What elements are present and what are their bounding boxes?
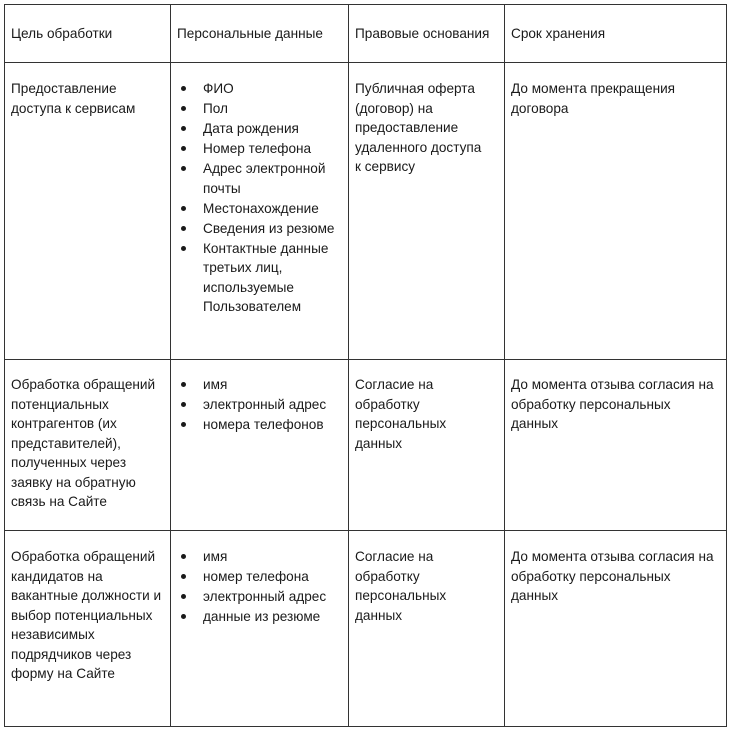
cell-retention: До момента прекращения договора bbox=[505, 63, 727, 360]
bullet-icon bbox=[181, 246, 186, 251]
bullet-icon bbox=[181, 554, 186, 559]
bullet-icon bbox=[181, 422, 186, 427]
cell-retention: До момента отзыва согласия на обработку персональных данных bbox=[505, 531, 727, 727]
list-item: имя bbox=[177, 547, 342, 567]
list-item: Дата рождения bbox=[177, 119, 342, 139]
list-item: ФИО bbox=[177, 79, 342, 99]
bullet-icon bbox=[181, 146, 186, 151]
bullet-icon bbox=[181, 574, 186, 579]
cell-legal-basis: Согласие на обработку персональных данных bbox=[349, 531, 505, 727]
cell-purpose: Предоставление доступа к сервисам bbox=[5, 63, 171, 360]
list-item: Контактные данные третьих лиц, используемые Пользователем bbox=[177, 239, 342, 317]
header-legal-basis: Правовые основания bbox=[349, 5, 505, 63]
cell-legal-basis: Согласие на обработку персональных данных bbox=[349, 360, 505, 531]
list-item: имя bbox=[177, 375, 342, 395]
cell-legal-basis: Публичная оферта (договор) на предоставление удаленного доступа к сервису bbox=[349, 63, 505, 360]
list-item: Номер телефона bbox=[177, 139, 342, 159]
list-item: Местонахождение bbox=[177, 199, 342, 219]
list-item: Пол bbox=[177, 99, 342, 119]
data-items-list bbox=[177, 547, 342, 627]
bullet-icon bbox=[181, 382, 186, 387]
header-personal-data: Персональные данные bbox=[171, 5, 349, 63]
list-item: номер телефона bbox=[177, 567, 342, 587]
list-item: Сведения из резюме bbox=[177, 219, 342, 239]
cell-personal-data bbox=[171, 63, 349, 360]
cell-purpose: Обработка обращений кандидатов на вакантные должности и выбор потенциальных независимых подрядчиков через форму на Сайте bbox=[5, 531, 171, 727]
list-item: электронный адрес bbox=[177, 395, 342, 415]
list-item: данные из резюме bbox=[177, 607, 342, 627]
bullet-icon bbox=[181, 402, 186, 407]
table-header-row bbox=[5, 5, 727, 63]
bullet-icon bbox=[181, 106, 186, 111]
list-item: номера телефонов bbox=[177, 415, 342, 435]
cell-personal-data bbox=[171, 531, 349, 727]
bullet-icon bbox=[181, 166, 186, 171]
data-items-list bbox=[177, 79, 342, 317]
bullet-icon bbox=[181, 86, 186, 91]
list-item: Адрес электронной почты bbox=[177, 159, 342, 198]
bullet-icon bbox=[181, 594, 186, 599]
personal-data-table bbox=[4, 4, 727, 727]
table-row bbox=[5, 531, 727, 727]
header-purpose: Цель обработки bbox=[5, 5, 171, 63]
bullet-icon bbox=[181, 614, 186, 619]
list-item: электронный адрес bbox=[177, 587, 342, 607]
cell-purpose: Обработка обращений потенциальных контрагентов (их представителей), полученных через заявку на обратную связь на Сайте bbox=[5, 360, 171, 531]
cell-retention: До момента отзыва согласия на обработку персональных данных bbox=[505, 360, 727, 531]
cell-personal-data bbox=[171, 360, 349, 531]
bullet-icon bbox=[181, 206, 186, 211]
header-retention: Срок хранения bbox=[505, 5, 727, 63]
bullet-icon bbox=[181, 126, 186, 131]
table-row bbox=[5, 360, 727, 531]
table-row bbox=[5, 63, 727, 360]
bullet-icon bbox=[181, 226, 186, 231]
data-items-list bbox=[177, 375, 342, 435]
